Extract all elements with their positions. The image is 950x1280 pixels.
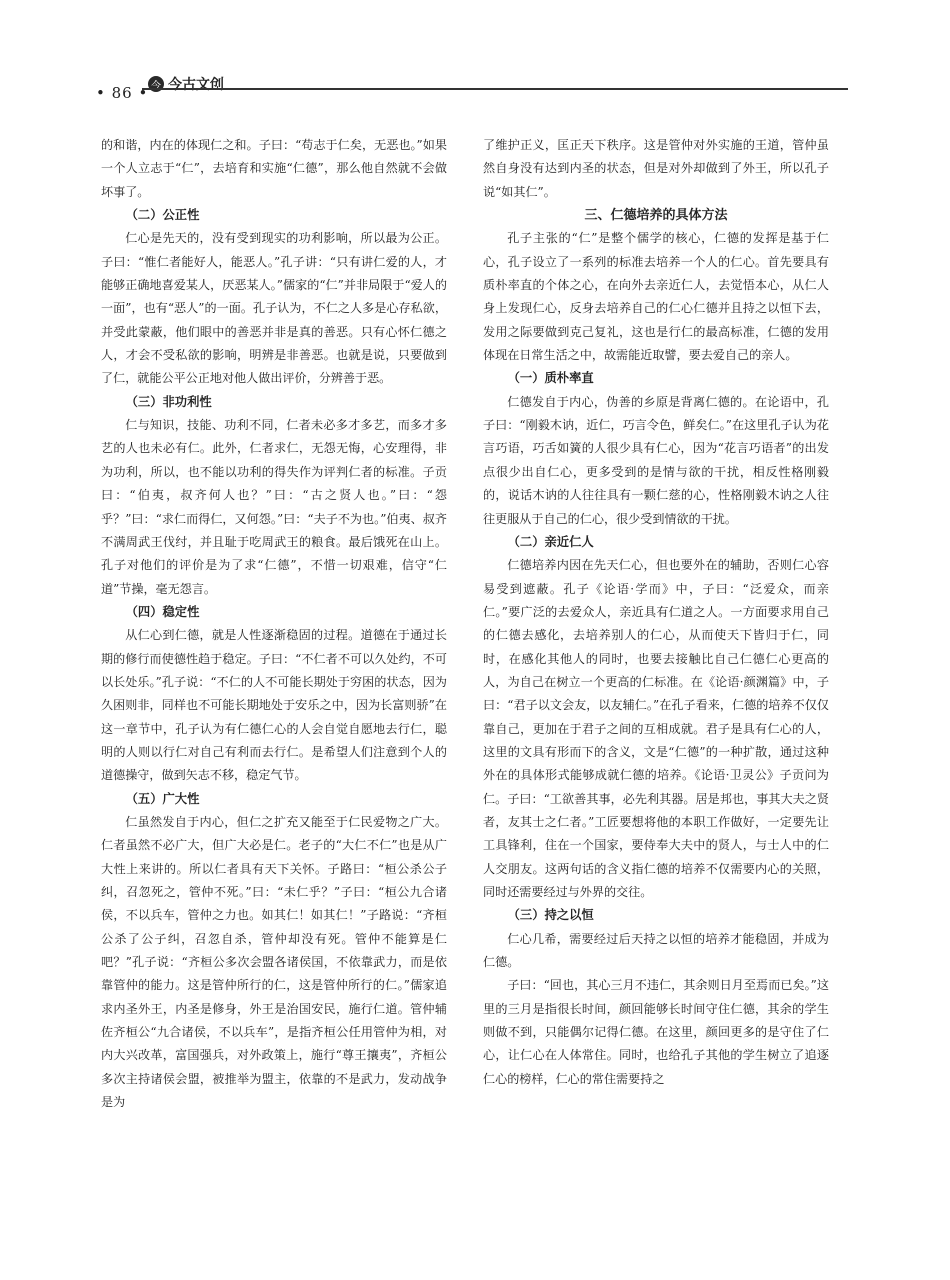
subsection-heading: （五）广大性 (125, 791, 200, 806)
subsection-heading: （三）非功利性 (125, 394, 212, 409)
paragraph: 仁虽然发自于内心，但仁之扩充又能至于仁民爱物之广大。仁者虽然不必广大，但广大必是仁。老子的“大仁不仁”也是从广大性上来讲的。所以仁者具有天下关怀。子路曰：“桓公杀公子纠，召忽死之，管仲不死。”曰：“未仁乎？”子曰：“桓公九合诸侯，不以兵车，管仲之力也。如其仁！如其仁！”子路说：“齐桓公杀了公子纠，召忽自杀，管仲却没有死。管仲不能算是仁吧？”孔子说：“齐桓公多次会盟各诸侯国，不依靠武力，而是依靠管仲的能力。这是管仲所行的仁，这是管仲所行的仁。”儒家追求内圣外王，内圣是修身，外王是治国安民，施行仁道。管仲辅佐齐桓公“九合诸侯，不以兵车”，是指齐桓公任用管仲为相，对内大兴改革，富国强兵，对外政策上，施行“尊王攘夷”，齐桓公多次主持诸侯会盟，被推举为盟主，依靠的不是武力，发动战争是为 (101, 814, 447, 1110)
paragraph: 仁德培养内因在先天仁心，但也要外在的辅助，否则仁心容易受到遮蔽。孔子《论语·学而》中，子曰：“泛爱众，而亲仁。”要广泛的去爱众人，亲近具有仁道之人。一方面要求用自己的仁德去感化，去培养别人的仁心，从而使天下皆归于仁，同时，在感化其他人的同时，也要去接触比自己仁德仁心更高的人，为自己在树立一个更高的仁标准。在《论语·颜渊篇》中，子曰：“君子以文会友，以友辅仁。”在孔子看来，仁德的培养不仅仅靠自己，更加在于君子之间的互相成就。君子是具有仁心的人，这里的文具有形而下的含义，文是“仁德”的一种扩散，通过这种外在的具体形式能够成就仁德的培养。《论语·卫灵公》子贡问为仁。子曰：“工欲善其事，必先利其器。居是邦也，事其大夫之贤者，友其士之仁者。”工匠要想将他的本职工作做好，一定要先让工具锋利，住在一个国家，要侍奉大夫中的贤人，与士人中的仁人交朋友。这两句话的含义指仁德的培养不仅需要内心的关照，同时还需要经过与外界的交往。 (483, 558, 829, 899)
subsection-heading: （二）公正性 (125, 208, 200, 223)
page-number: • 86 • (96, 84, 149, 102)
paragraph: 子曰：“回也，其心三月不违仁，其余则日月至焉而已矣。”这里的三月是指很长时间，颜回能够长时间守住仁德，其余的学生则做不到，只能偶尔记得仁德。在这里，颜回更多的是守住了仁心，让仁心在人体常住。同时，也给孔子其他的学生树立了追逐仁心的榜样，仁心的常住需要持之 (483, 978, 829, 1086)
right-column (483, 134, 829, 1091)
paragraph: 仁德发自于内心，伪善的乡原是背离仁德的。在论语中，孔子曰：“刚毅木讷，近仁，巧言令色，鲜矣仁。”在这里孔子认为花言巧语，巧舌如簧的人很少具有仁心，因为“花言巧语者”的出发点很少出自仁心，更多受到的是情与欲的干扰，相反性格刚毅的，说话木讷的人往往具有一颗仁慈的心，性格刚毅木讷之人往往更服从于自己的仁心，很少受到情欲的干扰。 (483, 394, 829, 526)
journal-name: 今古文创 (168, 77, 224, 93)
journal-title (148, 74, 224, 94)
subsection-heading: （一）质朴率直 (507, 371, 594, 386)
subsection-heading: （二）亲近仁人 (507, 534, 594, 549)
paragraph: 仁与知识，技能、功利不同，仁者未必多才多艺，而多才多艺的人也未必有仁。此外，仁者求仁，无怨无悔，心安理得，非为功利，所以，也不能以功利的得失作为评判仁者的标准。子贡曰：“伯夷，叔齐何人也？”曰：“古之贤人也。”曰：“怨乎？”曰：“求仁而得仁，又何怨。”曰：“夫子不为也。”伯夷、叔齐不满周武王伐纣，并且耻于吃周武王的粮食。最后饿死在山上。孔子对他们的评价是为了求“仁德”，不惜一切艰难，信守“仁道”节操，毫无怨言。 (101, 418, 447, 596)
left-column (101, 134, 447, 1114)
page-header (96, 60, 848, 100)
section-heading: 三、仁德培养的具体方法 (584, 208, 728, 224)
header-rule (142, 88, 848, 90)
paragraph: 的和谐，内在的体现仁之和。子曰：“苟志于仁矣，无恶也。”如果一个人立志于“仁”，去培育和实施“仁德”，那么他自然就不会做坏事了。 (101, 138, 447, 199)
paragraph: 仁心是先天的，没有受到现实的功利影响，所以最为公正。子曰：“惟仁者能好人，能恶人。”孔子讲：“只有讲仁爱的人，才能够正确地喜爱某人，厌恶某人。”儒家的“仁”并非局限于“爱人的一面”，也有“恶人”的一面。孔子认为，不仁之人多是心存私欲，并受此蒙蔽，他们眼中的善恶并非是真的善恶。只有心怀仁德之人，才会不受私欲的影响，明辨是非善恶。也就是说，只要做到了仁，就能公平公正地对他人做出评价，分辨善于恶。 (101, 231, 447, 386)
paragraph: 孔子主张的“仁”是整个儒学的核心，仁德的发挥是基于仁心，孔子设立了一系列的标准去培养一个人的仁心。首先要具有质朴率直的个体之心，在向外去亲近仁人，去觉悟本心，从仁人身上发现仁心，反身去培养自己的仁心仁德并且持之以恒下去，发用之际要做到克己复礼，这也是行仁的最高标准，仁德的发用体现在日常生活之中，故需能近取譬，要去爱自己的亲人。 (483, 231, 829, 363)
paragraph: 从仁心到仁德，就是人性逐渐稳固的过程。道德在于通过长期的修行而使德性趋于稳定。子曰：“不仁者不可以久处约，不可以长处乐。”孔子说：“不仁的人不可能长期处于穷困的状态，因为久困则非，同样也不可能长期地处于安乐之中，因为长富则骄”在这一章节中，孔子认为有仁德仁心的人会自觉自愿地去行仁，聪明的人则以行仁对自己有利而去行仁。是希望人们注意到个人的道德操守，做到矢志不移，稳定气节。 (101, 628, 447, 783)
subsection-heading: （四）稳定性 (125, 604, 200, 619)
journal-logo-icon: 今 (148, 76, 164, 92)
paragraph: 仁心几希，需要经过后天持之以恒的培养才能稳固，并成为仁德。 (483, 931, 829, 970)
paragraph: 了维护正义，匡正天下秩序。这是管仲对外实施的王道，管仲虽然自身没有达到内圣的状态，但是对外却做到了外王，所以孔子说“如其仁”。 (483, 138, 829, 199)
subsection-heading: （三）持之以恒 (507, 908, 594, 923)
